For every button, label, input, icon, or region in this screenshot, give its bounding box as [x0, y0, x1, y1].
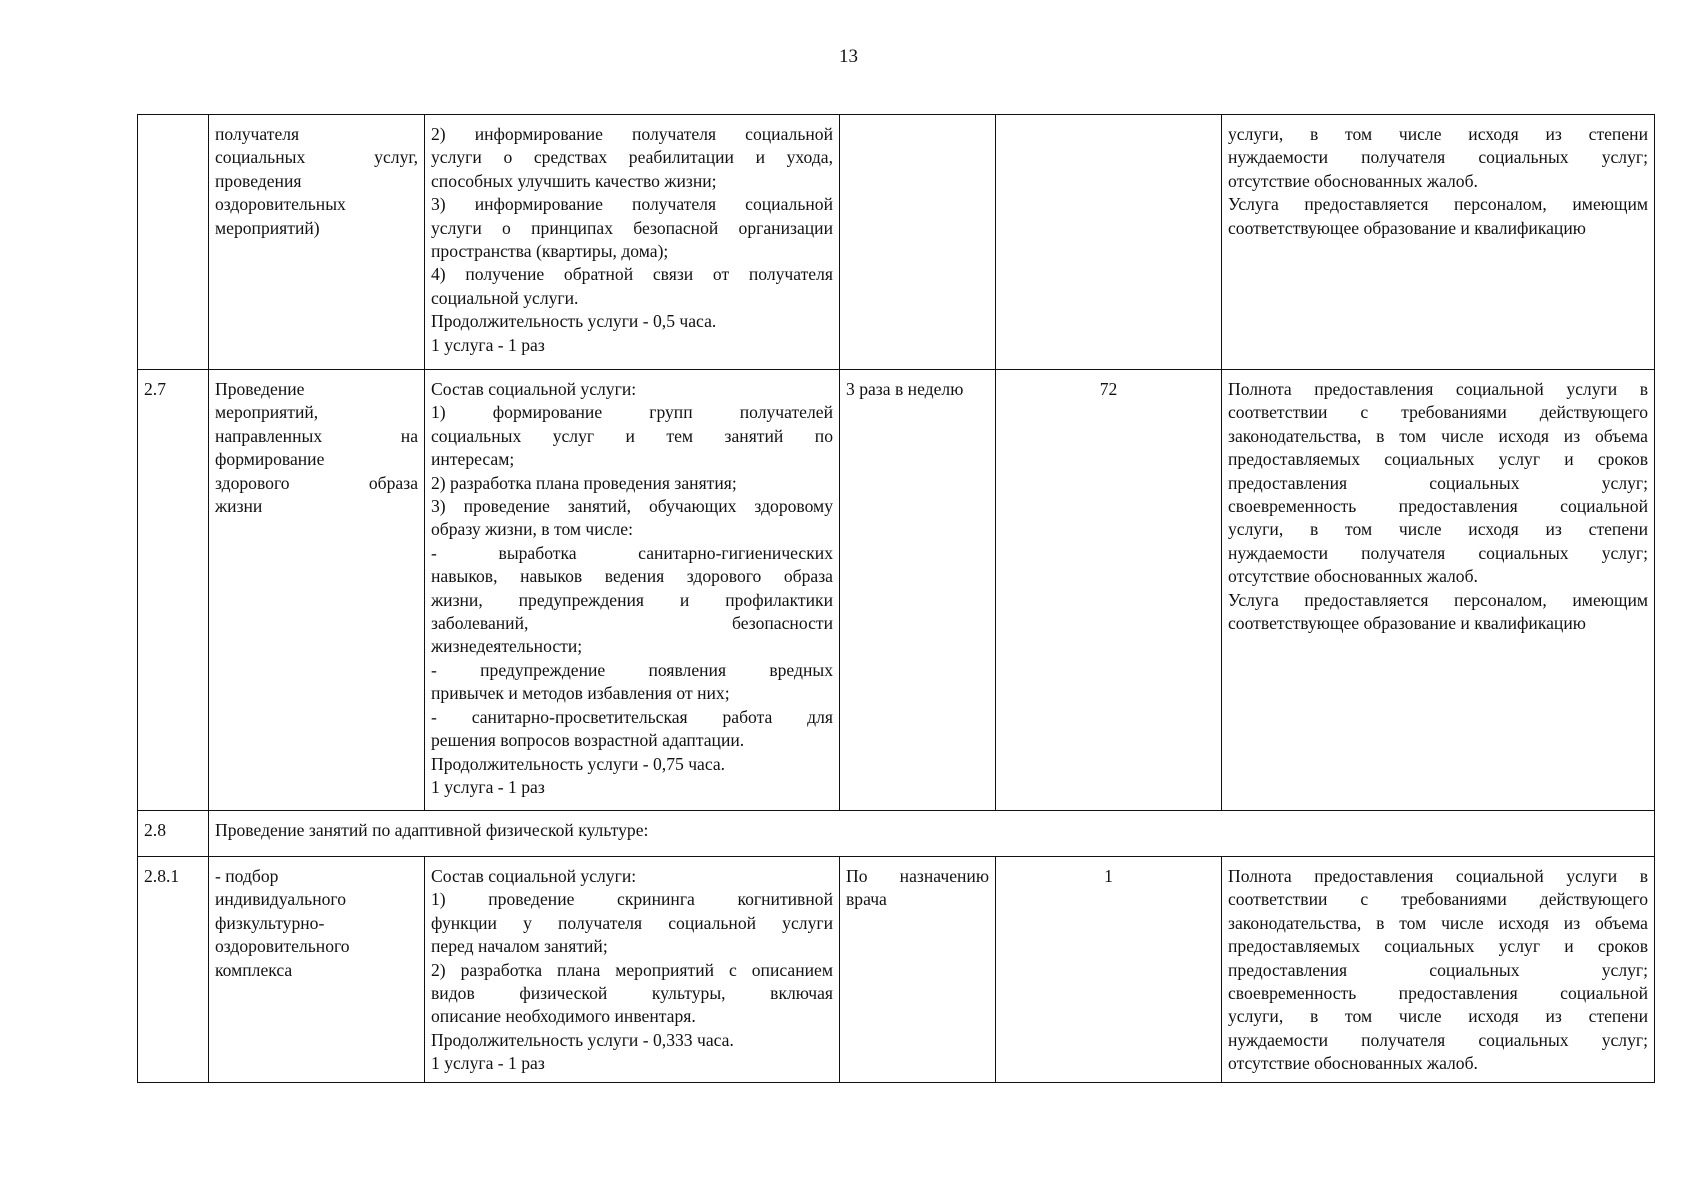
text-line: 1 услуга - 1 раз	[431, 776, 545, 797]
count-cell: 1	[996, 857, 1222, 1083]
service-name-cell	[209, 370, 425, 811]
text-line: Продолжительность услуги - 0,5 часа.	[431, 311, 717, 332]
text-line: - подбор	[215, 866, 279, 886]
text-line: своевременность предоставления социальной	[1228, 496, 1648, 517]
text-line: решения вопросов возрастной адаптации.	[431, 730, 745, 751]
text-line: образу жизни, в том числе:	[431, 519, 633, 540]
text-line: оздоровительного	[215, 936, 350, 957]
text-line: услуги, в том числе исходя из степени	[1228, 1006, 1648, 1027]
text-line: жизнедеятельности;	[431, 636, 583, 657]
text-line: 1 услуга - 1 раз	[431, 1053, 545, 1074]
text-line: отсутствие обоснованных жалоб.	[1228, 1053, 1478, 1074]
text-line: По назначению	[846, 866, 989, 886]
section-title-cell: Проведение занятий по адаптивной физической культуре:	[209, 811, 1655, 857]
text-line: предоставляемых социальных услуг и сроков	[1228, 449, 1648, 470]
text-line: своевременность предоставления социальной	[1228, 983, 1648, 1004]
text-line: услуги, в том числе исходя из степени	[1228, 519, 1648, 540]
text-line: Состав социальной услуги:	[431, 866, 637, 886]
text-line: заболеваний, безопасности	[431, 613, 833, 634]
service-name-cell	[209, 115, 425, 370]
text-line: - выработка санитарно-гигиенических	[431, 542, 833, 563]
service-name-cell	[209, 857, 425, 1083]
service-description-cell	[425, 857, 840, 1083]
text-line: 4) получение обратной связи от получателя	[431, 264, 833, 285]
text-line: интересам;	[431, 449, 515, 470]
text-line: описание необходимого инвентаря.	[431, 1006, 696, 1027]
text-line: услуги, в том числе исходя из степени	[1228, 124, 1648, 144]
text-line: предоставления социальных услуг;	[1228, 472, 1648, 493]
text-line: направленных на	[215, 425, 418, 446]
text-line: формирование	[215, 449, 325, 470]
text-line: 1) проведение скрининга когнитивной	[431, 889, 833, 910]
row-number-cell	[138, 115, 209, 370]
frequency-cell	[840, 370, 996, 811]
text-line: функции у получателя социальной услуги	[431, 912, 833, 933]
text-line: Продолжительность услуги - 0,333 часа.	[431, 1029, 734, 1050]
text-line: Проведение	[215, 379, 305, 399]
text-line: видов физической культуры, включая	[431, 983, 833, 1004]
text-line: Продолжительность услуги - 0,75 часа.	[431, 753, 726, 774]
text-line: социальных услуг и тем занятий по	[431, 425, 833, 446]
service-description-cell	[425, 370, 840, 811]
table-row	[138, 115, 1655, 370]
section-row	[138, 811, 1655, 857]
frequency-cell	[840, 115, 996, 370]
text-line: 3) информирование получателя социальной	[431, 194, 833, 215]
text-line: Услуга предоставляется персоналом, имеющим	[1228, 589, 1648, 610]
service-description-cell	[425, 115, 840, 370]
text-line: соответствующее образование и квалификацию	[1228, 217, 1586, 238]
count-cell	[996, 115, 1222, 370]
text-line: соответствующее образование и квалификацию	[1228, 613, 1586, 634]
text-line: жизни	[215, 496, 263, 517]
text-line: 1) формирование групп получателей	[431, 402, 833, 423]
text-line: соответствии с требованиями действующего	[1228, 402, 1648, 423]
text-line: индивидуального	[215, 889, 346, 910]
text-line: Состав социальной услуги:	[431, 379, 637, 399]
text-line: нуждаемости получателя социальных услуг;	[1228, 542, 1648, 563]
text-line: услуги о средствах реабилитации и ухода,	[431, 147, 833, 168]
text-line: законодательства, в том числе исходя из объема	[1228, 912, 1648, 933]
table-row	[138, 857, 1655, 1083]
text-line: - санитарно-просветительская работа для	[431, 706, 833, 727]
text-line: нуждаемости получателя социальных услуг;	[1228, 1029, 1648, 1050]
text-line: способных улучшить качество жизни;	[431, 170, 717, 191]
text-line: физкультурно-	[215, 912, 325, 933]
text-line: врача	[846, 889, 887, 910]
quality-criteria-cell	[1222, 370, 1655, 811]
text-line: Услуга предоставляется персоналом, имеющим	[1228, 194, 1648, 215]
frequency-cell	[840, 857, 996, 1083]
text-line: пространства (квартиры, дома);	[431, 241, 669, 262]
text-line: мероприятий,	[215, 402, 319, 423]
text-line: - предупреждение появления вредных	[431, 659, 833, 680]
text-line: предоставляемых социальных услуг и сроков	[1228, 936, 1648, 957]
text-line: 3) проведение занятий, обучающих здоровому	[431, 496, 833, 517]
text-line: социальных услуг,	[215, 147, 418, 168]
row-number-cell: 2.8.1	[138, 857, 209, 1083]
text-line: мероприятий)	[215, 217, 320, 238]
text-line: получателя	[215, 124, 300, 144]
text-line: законодательства, в том числе исходя из объема	[1228, 425, 1648, 446]
text-line: социальной услуги.	[431, 287, 579, 308]
page-number: 13	[839, 46, 858, 67]
text-line: привычек и методов избавления от них;	[431, 683, 730, 704]
services-table	[137, 114, 1655, 1083]
text-line: соответствии с требованиями действующего	[1228, 889, 1648, 910]
text-line: услуги о принципах безопасной организации	[431, 217, 833, 238]
row-number-cell: 2.7	[138, 370, 209, 811]
text-line: предоставления социальных услуг;	[1228, 959, 1648, 980]
text-line: 3 раза в неделю	[846, 379, 964, 399]
text-line: оздоровительных	[215, 194, 346, 215]
text-line: отсутствие обоснованных жалоб.	[1228, 170, 1478, 191]
text-line: перед началом занятий;	[431, 936, 608, 957]
quality-criteria-cell	[1222, 115, 1655, 370]
section-number-cell: 2.8	[138, 811, 209, 857]
text-line: 2) разработка плана проведения занятия;	[431, 472, 737, 493]
text-line: 2) разработка плана мероприятий с описанием	[431, 959, 833, 980]
text-line: отсутствие обоснованных жалоб.	[1228, 566, 1478, 587]
text-line: нуждаемости получателя социальных услуг;	[1228, 147, 1648, 168]
text-line: 1 услуга - 1 раз	[431, 334, 545, 355]
text-line: Полнота предоставления социальной услуги в	[1228, 866, 1648, 886]
text-line: жизни, предупреждения и профилактики	[431, 589, 833, 610]
count-cell: 72	[996, 370, 1222, 811]
table-row	[138, 370, 1655, 811]
text-line: навыков, навыков ведения здорового образа	[431, 566, 833, 587]
text-line: комплекса	[215, 959, 293, 980]
text-line: 2) информирование получателя социальной	[431, 124, 833, 144]
text-line: Полнота предоставления социальной услуги в	[1228, 379, 1648, 399]
quality-criteria-cell	[1222, 857, 1655, 1083]
text-line: здорового образа	[215, 472, 418, 493]
text-line: проведения	[215, 170, 302, 191]
